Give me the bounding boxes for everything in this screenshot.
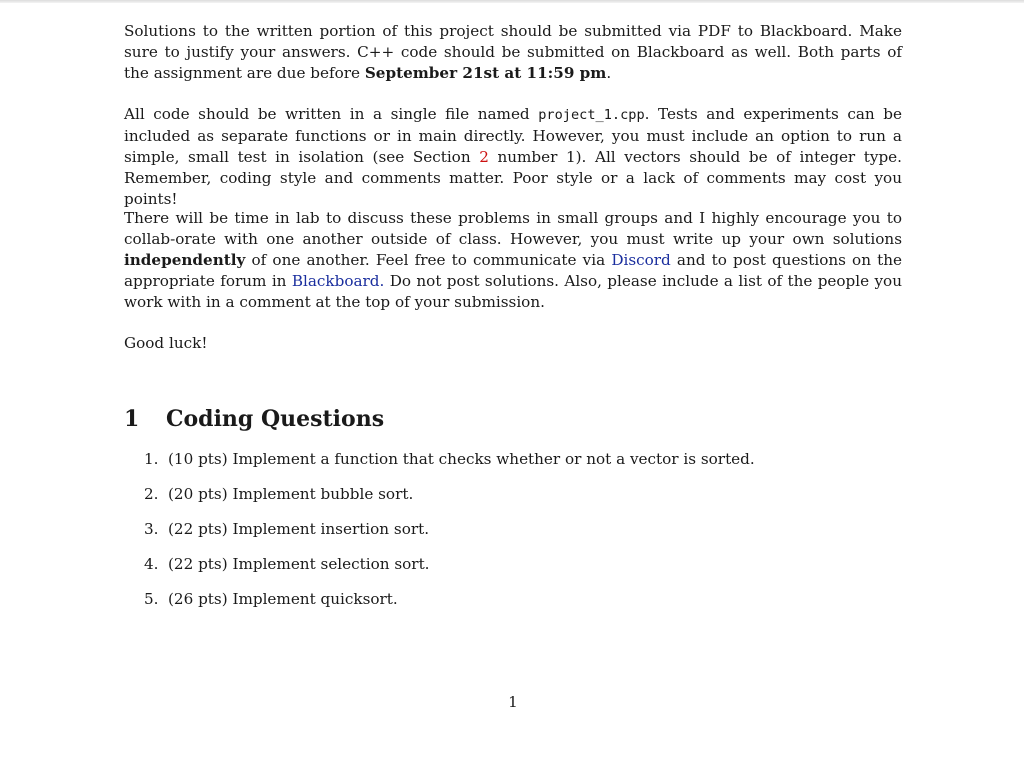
- paragraph-text: and to post questions on the appropriate forum in: [124, 251, 903, 290]
- question-number: 2.: [144, 485, 159, 503]
- question-list: [124, 449, 902, 624]
- question-text: (10 pts) Implement a function that checks whether or not a vector is sorted.: [168, 450, 755, 468]
- list-item: [124, 519, 902, 554]
- paragraph-text: There will be time in lab to discuss these problems in small groups and I highly encourage you to collab-orate with one another outside of class. However, you must write up your own solutions: [124, 209, 902, 248]
- question-text: (22 pts) Implement selection sort.: [168, 555, 430, 573]
- paragraph-text: . Tests and experiments can be included as separate functions or in main directly. However, you must include an option to run a simple, small test in isolation (see Section: [124, 105, 902, 166]
- question-text: (26 pts) Implement quicksort.: [168, 590, 398, 608]
- filename-code: project_1.cpp: [538, 107, 645, 123]
- paragraph-good-luck: Good luck!: [124, 334, 208, 352]
- list-item: [124, 449, 902, 484]
- discord-link[interactable]: Discord: [611, 251, 671, 269]
- section-reference-link[interactable]: 2: [479, 148, 489, 166]
- list-item: [124, 484, 902, 519]
- blackboard-link[interactable]: Blackboard.: [291, 272, 385, 290]
- list-item: [124, 589, 902, 624]
- paragraph-text: .: [606, 64, 612, 82]
- paragraph-submission-info: [124, 21, 902, 84]
- deadline-text: September 21st at 11:59 pm: [364, 64, 607, 82]
- list-item: [124, 554, 902, 589]
- question-text: (20 pts) Implement bubble sort.: [168, 485, 414, 503]
- paragraph-text: of one another. Feel free to communicate via: [245, 251, 612, 269]
- paragraph-text: number 1). All vectors should be of integer type. Remember, coding style and comments matter. Poor style or a lack of comments may cost you points!: [124, 148, 903, 208]
- question-number: 3.: [144, 520, 159, 538]
- question-number: 4.: [144, 555, 159, 573]
- question-number: 5.: [144, 590, 159, 608]
- paragraph-text: Solutions to the written portion of this project should be submitted via PDF to Blackboard. Make sure to justify your answers. C++ code should be submitted on Blackboard as well. Both parts of the assignment are due before: [124, 22, 902, 82]
- paragraph-code-requirements: [124, 104, 902, 210]
- emphasis-text: independently: [124, 251, 246, 269]
- section-heading: [124, 404, 902, 434]
- question-number: 1.: [144, 450, 159, 468]
- section-title: Coding Questions: [166, 406, 385, 432]
- viewer-top-edge: [0, 0, 1024, 3]
- paragraph-text: Do not post solutions. Also, please include a list of the people you work with in a comment at the top of your submission.: [124, 272, 902, 311]
- section-number: 1: [124, 406, 140, 432]
- paragraph-collaboration: [124, 208, 902, 313]
- question-text: (22 pts) Implement insertion sort.: [168, 520, 430, 538]
- paragraph-text: All code should be written in a single file named: [124, 105, 539, 123]
- page-number: 1: [508, 693, 518, 711]
